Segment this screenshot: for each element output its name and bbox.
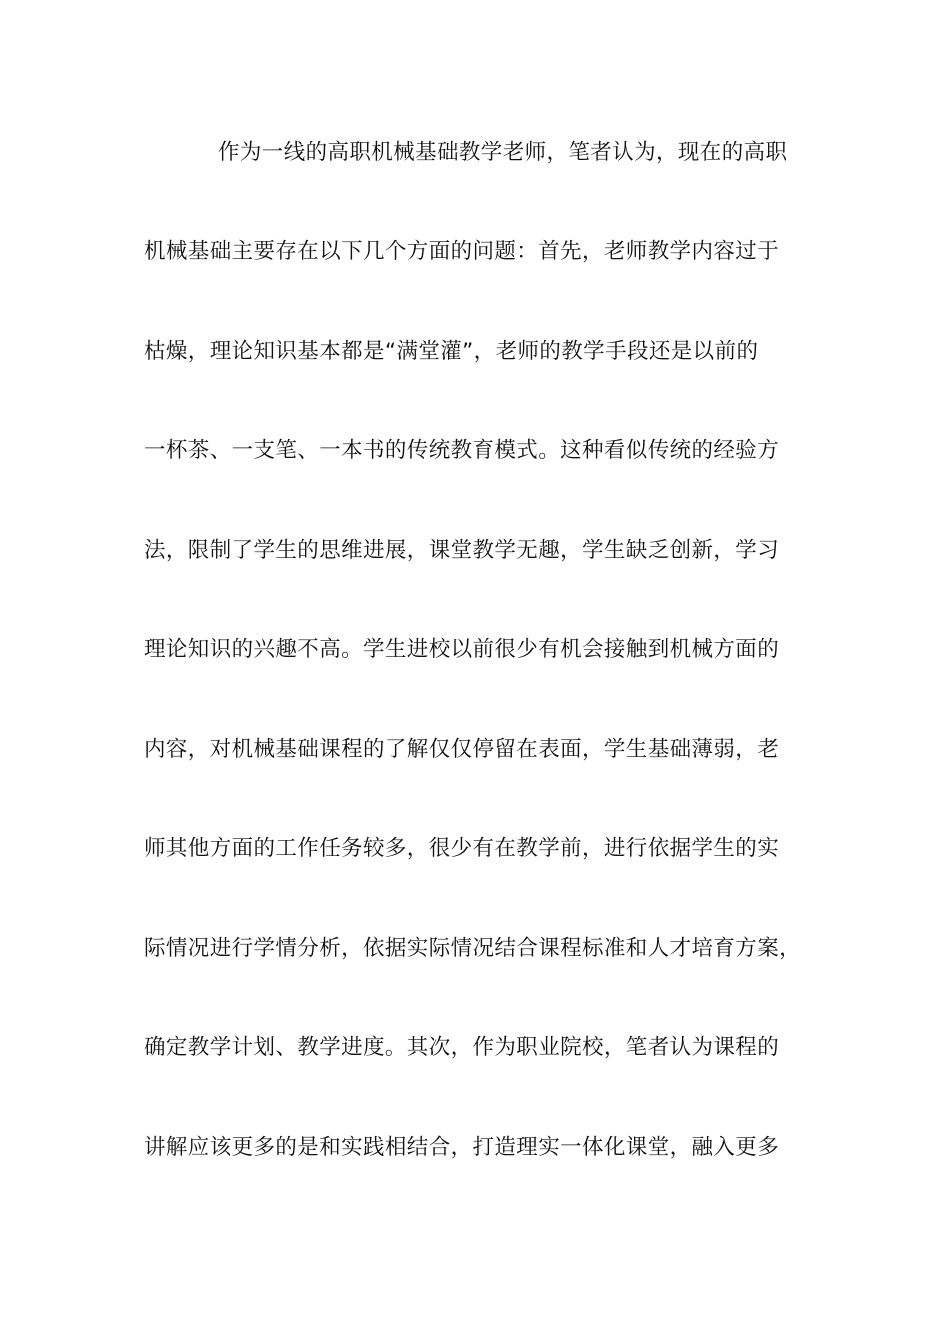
- paragraph-line-10: 确定教学计划、教学进度。其次，作为职业院校，笔者认为课程的: [144, 1035, 780, 1060]
- paragraph-line-3: 枯燥，理论知识基本都是“满堂灌”，老师的教学手段还是以前的: [144, 339, 759, 364]
- paragraph-line-5: 法，限制了学生的思维进展，课堂教学无趣，学生缺乏创新，学习: [144, 538, 780, 563]
- paragraph-line-4: 一杯茶、一支笔、一本书的传统教育模式。这种看似传统的经验方: [144, 438, 780, 463]
- paragraph-line-1: 作为一线的高职机械基础教学老师，笔者认为，现在的高职: [218, 140, 788, 165]
- paragraph-line-11: 讲解应该更多的是和实践相结合，打造理实一体化课堂，融入更多: [144, 1135, 780, 1160]
- paragraph-line-6: 理论知识的兴趣不高。学生进校以前很少有机会接触到机械方面的: [144, 637, 780, 662]
- paragraph-line-7: 内容，对机械基础课程的了解仅仅停留在表面，学生基础薄弱，老: [144, 737, 780, 762]
- paragraph-line-9: 际情况进行学情分析，依据实际情况结合课程标准和人才培育方案，: [144, 936, 802, 961]
- paragraph-line-8: 师其他方面的工作任务较多，很少有在教学前，进行依据学生的实: [144, 836, 780, 861]
- paragraph-line-2: 机械基础主要存在以下几个方面的问题：首先，老师教学内容过于: [144, 239, 780, 264]
